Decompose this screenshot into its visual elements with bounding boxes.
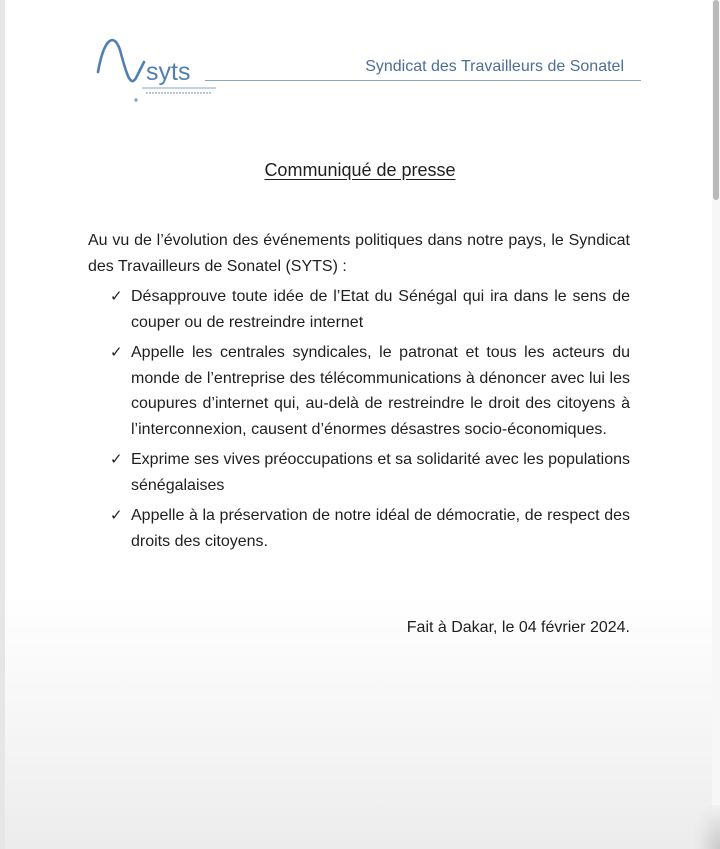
document-title: Communiqué de presse [264,160,456,180]
logo-dot [134,98,137,101]
scrollbar-thumb[interactable] [713,0,719,200]
checkmark-icon: ✓ [110,343,123,361]
page-curl [694,805,720,849]
checkmark-icon: ✓ [110,450,123,468]
organization-name: Syndicat des Travailleurs de Sonatel [365,58,624,75]
bullet-text: Désapprouve toute idée de l’Etat du Sénégal qui ira dans le sens de couper ou de restreindre internet [131,288,630,331]
header-rule [205,80,641,81]
document-body [88,228,630,559]
list-item [88,284,630,335]
syts-logo [90,28,230,106]
bullet-text: Appelle à la préservation de notre idéal de démocratie, de respect des droits des citoyens. [131,507,630,550]
bullet-text: Appelle les centrales syndicales, le patronat et tous les acteurs du monde de l’entreprise des télécommunications à dénoncer avec lui les coupures d’internet qui, au-delà de restreindre le droit des citoyens à l’interconnexion, causent d’énormes désastres socio-économiques. [131,344,630,438]
logo-wordmark: syts [146,58,191,86]
list-item [88,503,630,554]
sign-off: Fait à Dakar, le 04 février 2024. [406,619,630,636]
scrollbar[interactable] [712,0,720,849]
intro-paragraph: Au vu de l’évolution des événements politiques dans notre pays, le Syndicat des Travailleurs de Sonatel (SYTS) : [88,232,630,275]
checkmark-icon: ✓ [110,287,123,305]
checkmark-icon: ✓ [110,506,123,524]
left-edge [0,0,5,849]
list-item [88,447,630,498]
bullet-list [88,284,630,554]
bullet-text: Exprime ses vives préoccupations et sa solidarité avec les populations sénégalaises [131,451,630,494]
list-item [88,340,630,442]
logo-wave [98,40,144,81]
